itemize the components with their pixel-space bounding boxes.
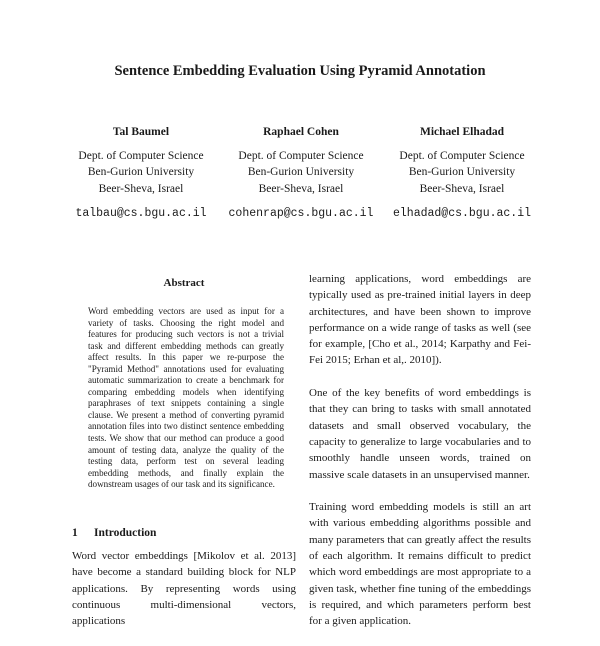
paragraph: Training word embedding models is still an art with various embedding algorithms possible and many parameters that can greatly affect the results of each algorithm. It remains difficult to predict which word embeddings are most appropriate to a given task, whether fine tuning of the embeddings is required, and which parameters perform best for a given application.: [309, 501, 531, 628]
author-dept: Dept. of Computer Science: [399, 149, 525, 162]
right-column: [309, 271, 531, 646]
author-block-3: [377, 124, 547, 223]
author-email: talbau@cs.bgu.ac.il: [75, 207, 207, 220]
abstract-heading: Abstract: [163, 277, 205, 289]
author-name: Raphael Cohen: [263, 126, 339, 138]
section-heading-introduction: [72, 527, 156, 539]
abstract-text: Word embedding vectors are used as input for a variety of tasks. Choosing the right model and features for producing such vectors is not a trivial task and different embedding methods can greatly affect results. In this paper we re-purpose the "Pyramid Method" annotations used for evaluating automatic summarization to create a benchmark for comparing embedding models when identifying paraphrases of text snippets containing a single clause. We present a method of converting pyramid annotation files into two distinct sentence embedding tests. We show that our method can produce a good amount of testing data, analyze the quality of the testing data, perform test on several leading embedding methods, and finally explain the downstream usages of our task and its significance.: [88, 306, 284, 490]
author-university: Ben-Gurion University: [408, 166, 516, 178]
paragraph: One of the key benefits of word embeddings is that they can bring to tasks with small annotated datasets and small observed vocabulary, the capacity to generalize to large vocabularies and to smoothly handle unseen words, trained on massive scale datasets in an unsupervised manner.: [309, 387, 531, 481]
author-block-2: [216, 124, 386, 223]
author-city: Beer-Sheva, Israel: [258, 182, 344, 195]
author-city: Beer-Sheva, Israel: [98, 182, 184, 195]
paragraph: learning applications, word embeddings are typically used as pre-trained initial layers in deep architectures, and have been shown to improve performance on a wide range of tasks as well (see for example, [Cho et al., 2014; Karpathy and Fei-Fei 2015; Erhan et al,. 2010]).: [309, 273, 531, 367]
section-number: 1: [72, 527, 78, 539]
author-name: Michael Elhadad: [419, 126, 505, 138]
author-email: elhadad@cs.bgu.ac.il: [392, 207, 532, 220]
author-university: Ben-Gurion University: [87, 166, 195, 178]
author-name: Tal Baumel: [112, 126, 170, 138]
author-block-1: [56, 124, 226, 223]
author-city: Beer-Sheva, Israel: [419, 182, 505, 195]
author-email: cohenrap@cs.bgu.ac.il: [228, 207, 374, 220]
author-dept: Dept. of Computer Science: [78, 149, 204, 162]
introduction-text: Word vector embeddings [Mikolov et al. 2013] have become a standard building block for NLP applications. By representing words using continuous multi-dimensional vectors, applications: [72, 550, 296, 628]
paper-title: Sentence Embedding Evaluation Using Pyramid Annotation: [114, 63, 486, 79]
author-dept: Dept. of Computer Science: [238, 149, 364, 162]
section-title: Introduction: [94, 527, 157, 539]
author-university: Ben-Gurion University: [247, 166, 355, 178]
